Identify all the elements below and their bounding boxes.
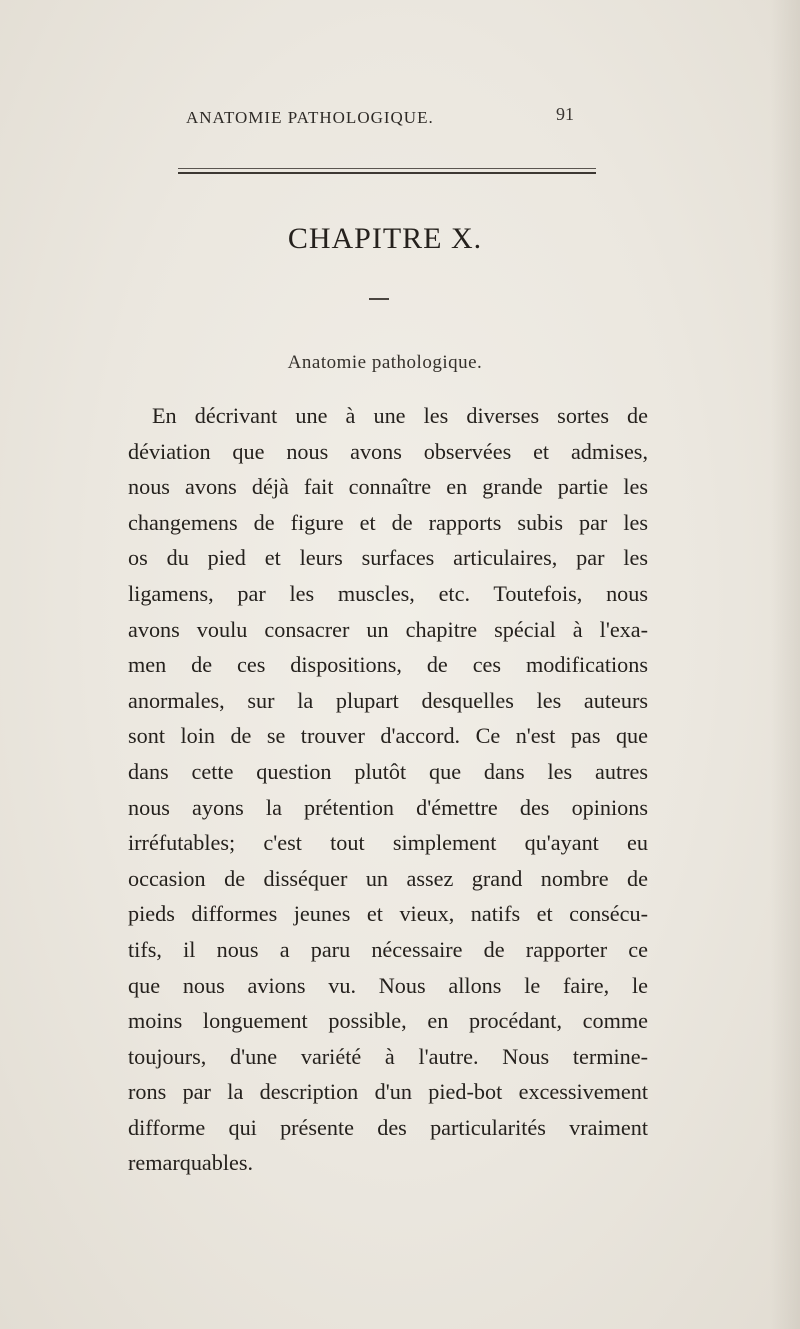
text-line: nous ayons la prétention d'émettre des opinions	[128, 794, 648, 820]
header-rule	[178, 168, 596, 174]
text-line: dans cette question plutôt que dans les autres	[128, 758, 648, 784]
text-line: tifs, il nous a paru nécessaire de rapporter ce	[128, 936, 648, 962]
text-line: ligamens, par les muscles, etc. Toutefois, nous	[128, 580, 648, 606]
text-line: occasion de disséquer un assez grand nombre de	[128, 865, 648, 891]
running-head: ANATOMIE PATHOLOGIQUE.	[186, 108, 434, 127]
text-line: changemens de figure et de rapports subis par les	[128, 509, 648, 535]
text-line: En décrivant une à une les diverses sortes de	[152, 403, 648, 428]
header-rule-thin	[178, 168, 596, 169]
chapter-dash	[369, 298, 389, 300]
text-line: men de ces dispositions, de ces modifications	[128, 652, 648, 678]
text-line: avons voulu consacrer un chapitre spécial à l'exa-	[128, 616, 648, 642]
text-line: difforme qui présente des particularités vraiment	[128, 1114, 648, 1140]
text-line: déviation que nous avons observées et admises,	[128, 438, 648, 464]
page-number: 91	[556, 104, 574, 124]
text-line: os du pied et leurs surfaces articulaires, par les	[128, 545, 648, 571]
text-line: que nous avions vu. Nous allons le faire, le	[128, 972, 648, 998]
text-line: toujours, d'une variété à l'autre. Nous termine-	[128, 1043, 648, 1069]
text-line: sont loin de se trouver d'accord. Ce n'est pas que	[128, 723, 648, 749]
body-paragraph	[128, 398, 648, 1181]
chapter-title: CHAPITRE X.	[287, 222, 483, 255]
text-line: rons par la description d'un pied-bot excessivement	[128, 1079, 648, 1105]
page-edge-shadow	[770, 0, 800, 1329]
text-line: remarquables.	[128, 1150, 254, 1176]
text-line: moins longuement possible, en procédant, comme	[128, 1008, 648, 1034]
text-line: nous avons déjà fait connaître en grande partie les	[128, 474, 648, 500]
header-rule-thick	[178, 172, 596, 174]
text-line: irréfutables; c'est tout simplement qu'ayant eu	[128, 830, 648, 856]
chapter-subtitle: Anatomie pathologique.	[287, 352, 483, 373]
text-line: anormales, sur la plupart desquelles les auteurs	[128, 687, 648, 713]
text-line: pieds difformes jeunes et vieux, natifs et consécu-	[128, 901, 648, 927]
